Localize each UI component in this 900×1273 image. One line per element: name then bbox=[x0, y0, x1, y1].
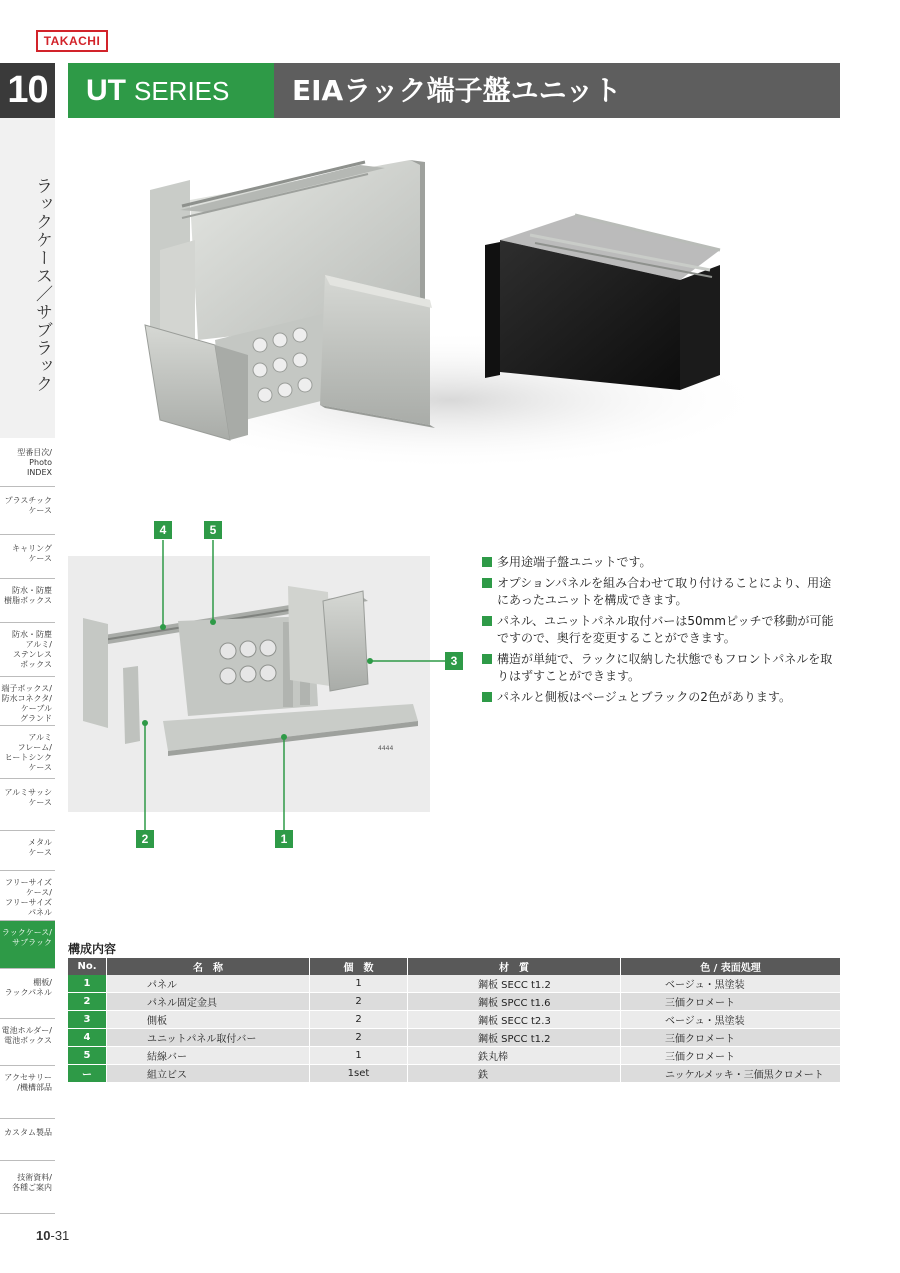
sidenav-item[interactable]: 防水・防塵 アルミ/ ステンレス ボックス bbox=[12, 630, 52, 669]
sidenav-item[interactable]: 防水・防塵 樹脂ボックス bbox=[4, 586, 52, 605]
cell-no: 4 bbox=[68, 1029, 107, 1047]
cell-material: 鋼板 SPCC t1.2 bbox=[408, 1029, 621, 1047]
series-rest: SERIES bbox=[134, 76, 230, 106]
cell-material: 鋼板 SPCC t1.6 bbox=[408, 993, 621, 1011]
feature-item bbox=[482, 613, 842, 647]
sidenav-item[interactable]: キャリング ケース bbox=[12, 544, 52, 563]
cell-material: 鋼板 SECC t1.2 bbox=[408, 975, 621, 993]
cell-name: パネル bbox=[107, 975, 310, 993]
feature-list bbox=[482, 554, 842, 710]
cell-material: 鉄 bbox=[408, 1065, 621, 1083]
cell-finish: ベージュ・黒塗装 bbox=[621, 1011, 841, 1029]
sidenav-item[interactable]: アクセサリー /機構部品 bbox=[4, 1073, 52, 1092]
col-no: No. bbox=[68, 958, 107, 975]
callout-2: 2 bbox=[136, 830, 154, 848]
table-row bbox=[68, 1047, 840, 1065]
cell-material: 鋼板 SECC t2.3 bbox=[408, 1011, 621, 1029]
sidenav-item[interactable]: 端子ボックス/ 防水コネクタ/ ケーブル グランド bbox=[1, 684, 52, 723]
cell-material: 鉄丸棒 bbox=[408, 1047, 621, 1065]
sidenav-item[interactable]: アルミサッシ ケース bbox=[4, 788, 52, 807]
cell-finish: 三価クロメート bbox=[621, 993, 841, 1011]
feature-item bbox=[482, 689, 842, 706]
sidenav-item[interactable]: アルミ フレーム/ ヒートシンク ケース bbox=[4, 733, 52, 772]
callout-4: 4 bbox=[154, 521, 172, 539]
col-name: 名 称 bbox=[107, 958, 310, 975]
screws-note: 4444 bbox=[378, 745, 394, 752]
sidenav-item[interactable]: メタル ケース bbox=[28, 838, 52, 857]
cell-qty: 1 bbox=[310, 975, 408, 993]
feature-text: オプションパネルを組み合わせて取り付けることにより、用途にあったユニットを構成できます。 bbox=[497, 576, 832, 607]
components-table bbox=[68, 958, 840, 1083]
cell-name: 組立ビス bbox=[107, 1065, 310, 1083]
cell-finish: 三価クロメート bbox=[621, 1047, 841, 1065]
components-heading: 構成内容 bbox=[68, 942, 117, 956]
sidenav-item[interactable]: 棚板/ ラックパネル bbox=[4, 978, 52, 997]
bullet-square-icon bbox=[482, 578, 492, 588]
callout-1: 1 bbox=[275, 830, 293, 848]
bullet-square-icon bbox=[482, 616, 492, 626]
chapter-number: 10 bbox=[0, 63, 55, 118]
table-row bbox=[68, 1029, 840, 1047]
cell-finish: ニッケルメッキ・三価黒クロメート bbox=[621, 1065, 841, 1083]
page-chapter: 10 bbox=[36, 1228, 51, 1243]
cell-name: 側板 bbox=[107, 1011, 310, 1029]
callout-5: 5 bbox=[204, 521, 222, 539]
cell-name: 結線バー bbox=[107, 1047, 310, 1065]
cell-qty: 2 bbox=[310, 993, 408, 1011]
cell-no: 5 bbox=[68, 1047, 107, 1065]
cell-no: 1 bbox=[68, 975, 107, 993]
table-row bbox=[68, 993, 840, 1011]
sidenav-item[interactable]: 技術資料/ 各種ご案内 bbox=[12, 1173, 52, 1192]
cell-finish: 三価クロメート bbox=[621, 1029, 841, 1047]
cell-qty: 2 bbox=[310, 1029, 408, 1047]
col-finish: 色 / 表面処理 bbox=[621, 958, 841, 975]
feature-text: 構造が単純で、ラックに収納した状態でもフロントパネルを取りはずすことができます。 bbox=[497, 652, 833, 683]
cell-name: パネル固定金具 bbox=[107, 993, 310, 1011]
cell-qty: 1set bbox=[310, 1065, 408, 1083]
sidenav-item[interactable]: プラスチック ケース bbox=[4, 496, 52, 515]
cell-no: 2 bbox=[68, 993, 107, 1011]
page-number bbox=[36, 1228, 69, 1243]
bullet-square-icon bbox=[482, 557, 492, 567]
sidenav-item[interactable]: ラックケース/ サブラック bbox=[1, 928, 52, 947]
table-row bbox=[68, 1011, 840, 1029]
callout-3: 3 bbox=[445, 652, 463, 670]
page-sep: - bbox=[50, 1228, 55, 1243]
category-vertical-label: ラックケース／サブラック bbox=[32, 177, 52, 393]
cell-qty: 1 bbox=[310, 1047, 408, 1065]
bullet-square-icon bbox=[482, 692, 492, 702]
bullet-square-icon bbox=[482, 654, 492, 664]
feature-item bbox=[482, 575, 842, 609]
cell-finish: ベージュ・黒塗装 bbox=[621, 975, 841, 993]
table-row bbox=[68, 1065, 840, 1083]
series-bold: UT bbox=[86, 74, 126, 107]
sidenav-item[interactable]: 型番目次/ Photo INDEX bbox=[17, 448, 52, 477]
col-material: 材 質 bbox=[408, 958, 621, 975]
sidenav-item[interactable]: フリーサイズ ケース/ フリーサイズ パネル bbox=[4, 878, 52, 917]
cell-qty: 2 bbox=[310, 1011, 408, 1029]
cell-no: ー bbox=[68, 1065, 107, 1083]
feature-text: 多用途端子盤ユニットです。 bbox=[497, 555, 652, 569]
page-title: EIAラック端子盤ユニット bbox=[274, 63, 840, 118]
table-row bbox=[68, 975, 840, 993]
page-num: 31 bbox=[54, 1228, 70, 1243]
col-qty: 個 数 bbox=[310, 958, 408, 975]
cell-no: 3 bbox=[68, 1011, 107, 1029]
brand-logo: TAKACHI bbox=[36, 30, 108, 52]
feature-item bbox=[482, 651, 842, 685]
feature-item bbox=[482, 554, 842, 571]
table-header-row bbox=[68, 958, 840, 975]
sidenav-item[interactable]: カスタム製品 bbox=[4, 1128, 52, 1137]
cell-name: ユニットパネル取付バー bbox=[107, 1029, 310, 1047]
sidenav-item[interactable]: 電池ホルダー/ 電池ボックス bbox=[1, 1026, 52, 1045]
feature-text: パネルと側板はベージュとブラックの2色があります。 bbox=[497, 690, 791, 704]
feature-text: パネル、ユニットパネル取付バーは50mmピッチで移動が可能ですので、奥行を変更することができます。 bbox=[497, 614, 834, 645]
